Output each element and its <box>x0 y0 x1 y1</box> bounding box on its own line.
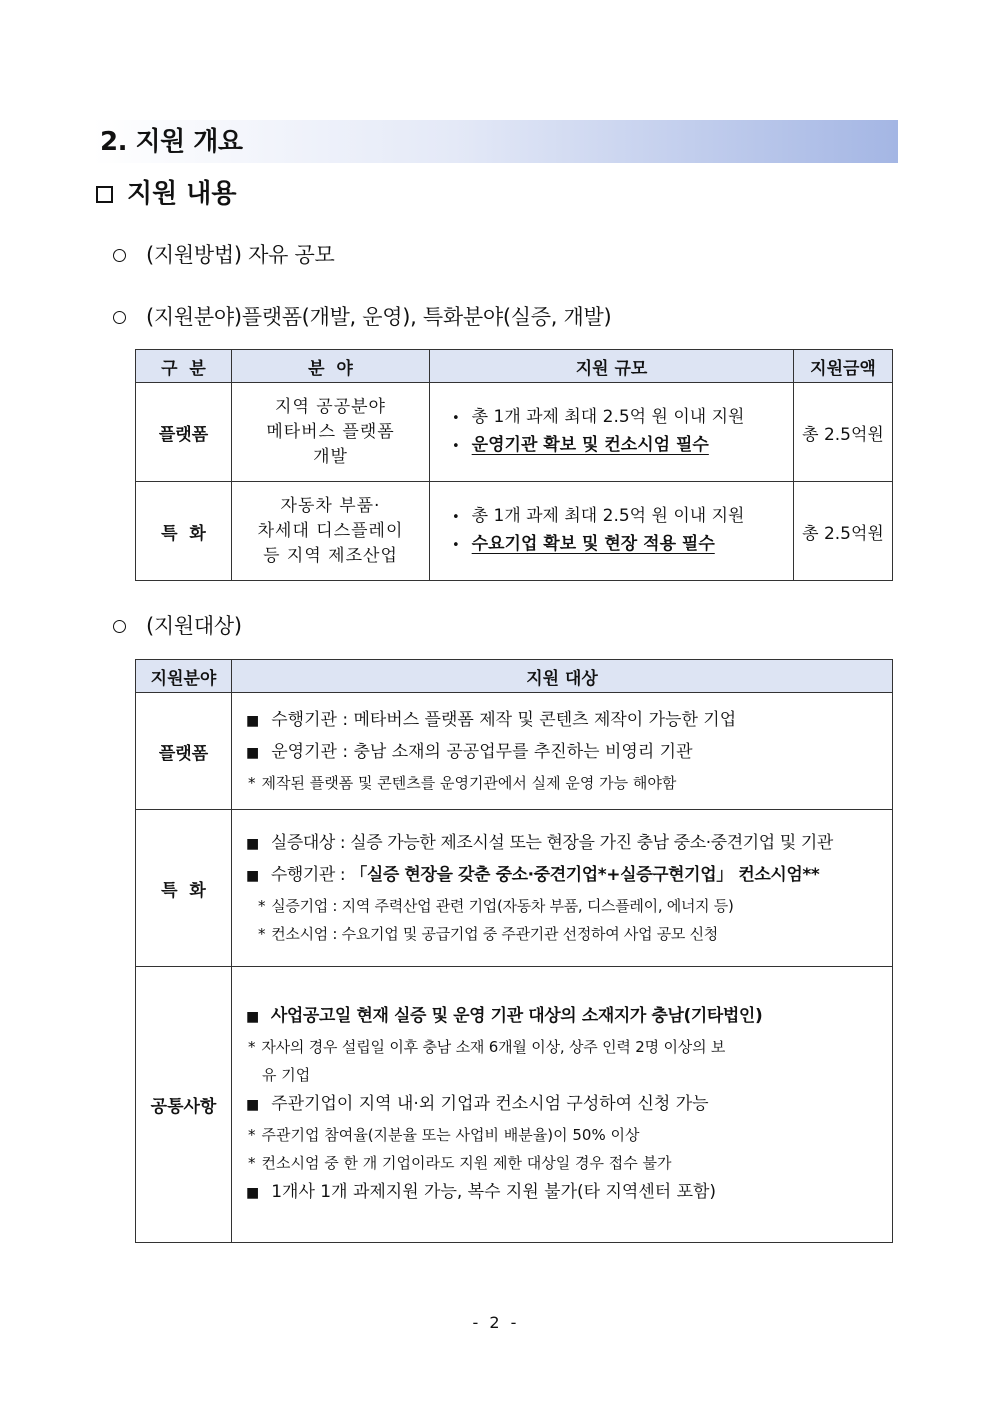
circle-bullet-icon <box>113 249 126 262</box>
field-text: (지원분야)플랫폼(개발, 운영), 특화분야(실증, 개발) <box>146 305 612 329</box>
special-line-2-main: 「실증 현장을 갖춘 중소·중견기업*+실증구현기업」 컨소시엄** <box>350 865 820 885</box>
field-line-3: 개발 <box>313 446 348 467</box>
target-line <box>113 611 242 641</box>
table-row <box>136 967 893 1243</box>
row-scale <box>430 482 794 581</box>
special-content <box>232 810 893 967</box>
header-amount: 지원금액 <box>794 350 893 383</box>
row-scale <box>430 383 794 482</box>
row-category: 특 화 <box>136 482 232 581</box>
circle-bullet-icon <box>113 311 126 324</box>
checkbox-square-icon <box>96 186 113 203</box>
dot-bullet-icon: • <box>452 411 460 426</box>
square-bullet-icon: ■ <box>246 1008 259 1025</box>
square-bullet-icon: ■ <box>246 1096 260 1113</box>
special-line-2-prefix: 수행기관 : <box>270 865 351 885</box>
field-line-2: 메타버스 플랫폼 <box>266 421 395 442</box>
scale-text-2: 수요기업 확보 및 현장 적용 필수 <box>471 534 715 554</box>
header-category: 구 분 <box>136 350 232 383</box>
header-scale: 지원 규모 <box>430 350 794 383</box>
common-line-2: 주관기업이 지역 내·외 기업과 컨소시엄 구성하여 신청 가능 <box>271 1093 709 1114</box>
target-text: (지원대상) <box>146 614 242 638</box>
common-content <box>232 967 893 1243</box>
target-table-header <box>136 660 893 693</box>
row-amount: 총 2.5억원 <box>794 383 893 482</box>
note-mark-icon: * <box>248 1037 256 1056</box>
table-row <box>136 693 893 810</box>
field-line-3: 등 지역 제조산업 <box>263 545 398 566</box>
common-note-1a: 자사의 경우 설립일 이후 충남 소재 6개월 이상, 상주 인력 2명 이상의 보 <box>261 1037 726 1056</box>
page-number: - 2 - <box>472 1313 520 1332</box>
square-bullet-icon: ■ <box>246 1184 260 1201</box>
platform-line-2: 운영기관 : 충남 소재의 공공업무를 추진하는 비영리 기관 <box>271 742 693 762</box>
section-title: 2. 지원 개요 <box>100 127 243 157</box>
square-bullet-icon: ■ <box>246 836 259 852</box>
row-field <box>232 482 430 581</box>
square-bullet-icon: ■ <box>246 713 260 729</box>
field-line-1: 자동차 부품· <box>280 495 381 516</box>
table-row <box>136 482 893 581</box>
row-category: 플랫폼 <box>136 383 232 482</box>
note-mark-icon: * <box>258 925 266 943</box>
method-text: (지원방법) 자유 공모 <box>146 243 335 267</box>
platform-note-1: 제작된 플랫폼 및 콘텐츠를 운영기관에서 실제 운영 가능 해야함 <box>261 774 677 792</box>
field-line-2: 차세대 디스플레이 <box>257 520 404 541</box>
square-bullet-icon: ■ <box>246 745 260 761</box>
method-line <box>113 240 334 270</box>
special-note-2: 컨소시엄 : 수요기업 및 공급기업 중 주관기관 선정하여 사업 공모 신청 <box>271 925 718 943</box>
dot-bullet-icon: • <box>452 510 460 525</box>
sub-heading-text: 지원 내용 <box>127 179 237 209</box>
scale-text-2: 운영기관 확보 및 컨소시엄 필수 <box>471 435 709 455</box>
table-row <box>136 810 893 967</box>
dot-bullet-icon: • <box>452 538 460 553</box>
note-mark-icon: * <box>248 774 256 792</box>
common-line-3: 1개사 1개 과제지원 가능, 복수 지원 불가(타 지역센터 포함) <box>271 1181 717 1202</box>
field-line <box>113 302 611 332</box>
circle-bullet-icon <box>113 620 126 633</box>
row-field <box>232 383 430 482</box>
field-line-1: 지역 공공분야 <box>275 396 386 417</box>
support-table <box>135 349 893 581</box>
target-table <box>135 659 893 1243</box>
note-mark-icon: * <box>248 1125 256 1144</box>
common-note-2: 주관기업 참여율(지분율 또는 사업비 배분율)이 50% 이상 <box>261 1125 640 1144</box>
sub-heading <box>96 176 237 212</box>
platform-content <box>232 693 893 810</box>
support-table-header <box>136 350 893 383</box>
square-bullet-icon: ■ <box>246 868 259 884</box>
header-support-target: 지원 대상 <box>232 660 893 693</box>
note-mark-icon: * <box>248 1153 256 1172</box>
scale-text-1: 총 1개 과제 최대 2.5억 원 이내 지원 <box>471 407 745 427</box>
row-amount: 총 2.5억원 <box>794 482 893 581</box>
common-note-3: 컨소시엄 중 한 개 기업이라도 지원 제한 대상일 경우 접수 불가 <box>261 1153 672 1172</box>
scale-text-1: 총 1개 과제 최대 2.5억 원 이내 지원 <box>471 506 745 526</box>
common-label: 공통사항 <box>136 967 232 1243</box>
special-label: 특 화 <box>136 810 232 967</box>
note-mark-icon: * <box>258 897 266 915</box>
special-note-1: 실증기업 : 지역 주력산업 관련 기업(자동차 부품, 디스플레이, 에너지 등) <box>271 897 734 915</box>
common-note-1b: 유 기업 <box>262 1065 311 1084</box>
header-support-field: 지원분야 <box>136 660 232 693</box>
common-line-1: 사업공고일 현재 실증 및 운영 기관 대상의 소재지가 충남(기타법인) <box>270 1005 763 1026</box>
table-row <box>136 383 893 482</box>
platform-line-1: 수행기관 : 메타버스 플랫폼 제작 및 콘텐츠 제작이 가능한 기업 <box>271 710 737 730</box>
platform-label: 플랫폼 <box>136 693 232 810</box>
dot-bullet-icon: • <box>452 439 460 454</box>
special-line-1: 실증대상 : 실증 가능한 제조시설 또는 현장을 가진 충남 중소·중견기업 및 기관 <box>270 833 833 853</box>
header-field: 분 야 <box>232 350 430 383</box>
